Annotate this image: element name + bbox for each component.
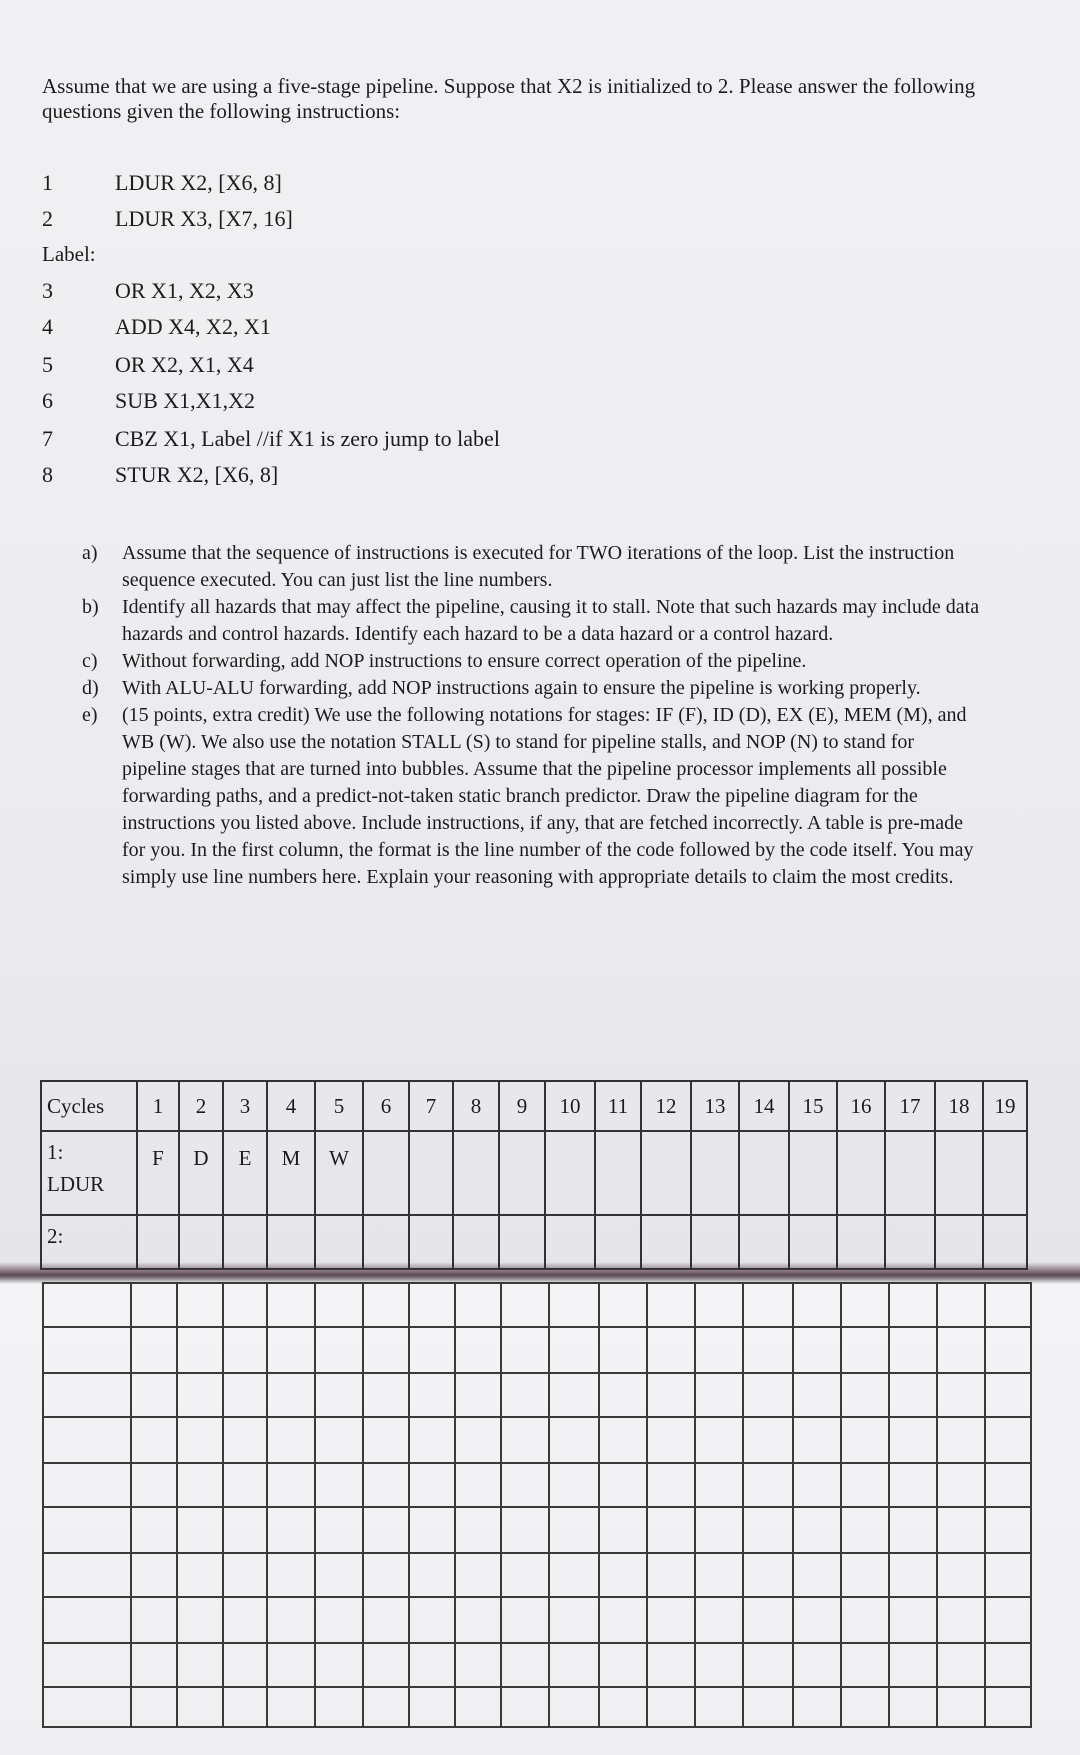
stage-cell[interactable] <box>595 1215 641 1269</box>
blank-grid-cell[interactable] <box>841 1643 889 1687</box>
blank-grid-cell[interactable] <box>793 1687 841 1727</box>
blank-grid-cell[interactable] <box>647 1687 695 1727</box>
code-line-text: ADD X4, X2, X1 <box>115 314 271 339</box>
blank-grid-cell[interactable] <box>647 1597 695 1643</box>
blank-grid-cell[interactable] <box>743 1687 793 1727</box>
blank-grid-cell[interactable] <box>647 1373 695 1417</box>
stage-cell[interactable] <box>885 1131 935 1215</box>
blank-grid-cell[interactable] <box>177 1283 223 1327</box>
code-line-number: 6 <box>42 388 53 413</box>
question-text: (15 points, extra credit) We use the following notations for stages: IF (F), ID (D), EX (E), MEM (M), and WB (W). We also use the notation STALL (S) to stand for pipeline stalls, and NOP (N) to stand for pipeline stages that are turned into bubbles. Assume that the pipeline processor implements all possible forwarding paths, and a predict-not-taken static branch predictor. Draw the pipeline diagram for the instructions you listed above. Include instructions, if any, that are fetched incorrectly. A table is pre-made for you. In the first column, the format is the line number of the code followed by the code itself. You may simply use line numbers here. Explain your reasoning with appropriate details to claim the most credits. <box>122 704 974 888</box>
stage-cell[interactable] <box>935 1215 983 1269</box>
question-letter: a) <box>82 542 98 564</box>
question-letter: e) <box>82 704 98 726</box>
blank-grid-cell[interactable] <box>841 1417 889 1463</box>
blank-grid-cell[interactable] <box>315 1687 363 1727</box>
blank-grid-cell[interactable] <box>793 1283 841 1327</box>
blank-grid-cell[interactable] <box>131 1417 177 1463</box>
cycle-number: 10 <box>545 1081 595 1131</box>
blank-grid-cell[interactable] <box>889 1463 937 1507</box>
blank-grid-cell[interactable] <box>363 1417 409 1463</box>
blank-grid-cell[interactable] <box>315 1327 363 1373</box>
cycle-number: 15 <box>789 1081 837 1131</box>
pipeline-table-blank-grid <box>42 1282 1032 1728</box>
cycle-number: 14 <box>739 1081 789 1131</box>
blank-grid-cell[interactable] <box>647 1507 695 1553</box>
blank-grid-cell[interactable] <box>223 1417 267 1463</box>
blank-grid-cell[interactable] <box>223 1327 267 1373</box>
blank-grid-cell[interactable] <box>889 1687 937 1727</box>
cycle-number: 3 <box>223 1081 267 1131</box>
stage-cell[interactable] <box>545 1131 595 1215</box>
blank-grid-cell[interactable] <box>501 1373 549 1417</box>
stage-cell[interactable] <box>363 1215 409 1269</box>
blank-grid-cell[interactable] <box>223 1507 267 1553</box>
stage-cell[interactable] <box>641 1131 691 1215</box>
question-letter: d) <box>82 677 99 699</box>
blank-grid-cell[interactable] <box>743 1283 793 1327</box>
cycle-number: 12 <box>641 1081 691 1131</box>
question-item <box>82 594 982 648</box>
blank-grid-cell[interactable] <box>695 1687 743 1727</box>
stage-cell[interactable] <box>453 1215 499 1269</box>
blank-grid-cell[interactable] <box>177 1643 223 1687</box>
code-line-text: OR X1, X2, X3 <box>115 278 254 303</box>
stage-cell[interactable] <box>641 1215 691 1269</box>
blank-grid-cell[interactable] <box>455 1597 501 1643</box>
blank-grid-cell[interactable] <box>315 1643 363 1687</box>
stage-cell[interactable] <box>739 1215 789 1269</box>
stage-cell[interactable] <box>179 1215 223 1269</box>
stage-cell[interactable] <box>739 1131 789 1215</box>
blank-grid-cell[interactable] <box>131 1463 177 1507</box>
blank-grid-cell[interactable] <box>177 1417 223 1463</box>
blank-grid-cell[interactable] <box>43 1507 131 1553</box>
blank-grid-cell[interactable] <box>363 1463 409 1507</box>
blank-grid-cell[interactable] <box>743 1597 793 1643</box>
question-letter: b) <box>82 596 99 618</box>
blank-grid-cell[interactable] <box>501 1687 549 1727</box>
blank-grid-cell[interactable] <box>743 1417 793 1463</box>
stage-cell[interactable] <box>223 1215 267 1269</box>
blank-grid-cell[interactable] <box>363 1687 409 1727</box>
stage-cell[interactable] <box>595 1131 641 1215</box>
question-item <box>82 702 982 891</box>
blank-grid-cell[interactable] <box>937 1553 985 1597</box>
blank-grid-cell[interactable] <box>43 1373 131 1417</box>
code-line-text: STUR X2, [X6, 8] <box>115 462 279 487</box>
blank-grid-cell[interactable] <box>363 1327 409 1373</box>
blank-grid-cell[interactable] <box>793 1553 841 1597</box>
blank-grid-cell[interactable] <box>177 1327 223 1373</box>
blank-grid-cell[interactable] <box>363 1507 409 1553</box>
stage-cell[interactable] <box>691 1215 739 1269</box>
blank-grid-cell[interactable] <box>131 1597 177 1643</box>
blank-grid-cell[interactable] <box>647 1417 695 1463</box>
blank-grid-cell[interactable] <box>889 1553 937 1597</box>
question-item <box>82 648 982 675</box>
question-list <box>82 540 982 891</box>
intro-paragraph: Assume that we are using a five-stage pipeline. Suppose that X2 is initialized to 2. Please answer the following questions given the following instructions: <box>42 74 976 123</box>
blank-grid-cell[interactable] <box>743 1373 793 1417</box>
blank-grid-cell[interactable] <box>695 1597 743 1643</box>
blank-grid-cell[interactable] <box>455 1417 501 1463</box>
cycle-number: 1 <box>137 1081 179 1131</box>
blank-grid-cell[interactable] <box>841 1283 889 1327</box>
stage-cell[interactable]: F <box>137 1131 179 1215</box>
blank-grid-cell[interactable] <box>841 1687 889 1727</box>
cycle-number: 8 <box>453 1081 499 1131</box>
blank-grid-cell[interactable] <box>315 1597 363 1643</box>
blank-grid-cell[interactable] <box>647 1553 695 1597</box>
blank-grid-cell[interactable] <box>223 1687 267 1727</box>
blank-grid-cell[interactable] <box>985 1597 1031 1643</box>
blank-grid-cell[interactable] <box>937 1417 985 1463</box>
code-line-number: 1 <box>42 170 53 195</box>
code-line-text: LDUR X3, [X7, 16] <box>115 206 293 231</box>
blank-grid-cell[interactable] <box>501 1417 549 1463</box>
blank-grid-cell[interactable] <box>793 1327 841 1373</box>
blank-grid-cell[interactable] <box>223 1373 267 1417</box>
blank-grid-cell[interactable] <box>695 1283 743 1327</box>
blank-grid-cell[interactable] <box>743 1553 793 1597</box>
blank-grid-cell[interactable] <box>455 1463 501 1507</box>
blank-grid-cell[interactable] <box>695 1507 743 1553</box>
blank-grid-cell[interactable] <box>549 1327 599 1373</box>
stage-cell[interactable] <box>409 1131 453 1215</box>
cycle-number: 11 <box>595 1081 641 1131</box>
blank-grid-cell[interactable] <box>695 1553 743 1597</box>
code-line-text: LDUR X2, [X6, 8] <box>115 170 282 195</box>
blank-grid-cell[interactable] <box>599 1373 647 1417</box>
blank-grid-cell[interactable] <box>409 1553 455 1597</box>
blank-grid-cell[interactable] <box>599 1463 647 1507</box>
blank-grid-cell[interactable] <box>267 1283 315 1327</box>
instruction-cell[interactable]: 1: LDUR <box>41 1131 137 1215</box>
blank-grid-cell[interactable] <box>599 1643 647 1687</box>
code-line-text: OR X2, X1, X4 <box>115 352 254 377</box>
blank-grid-cell[interactable] <box>501 1597 549 1643</box>
blank-grid-cell[interactable] <box>409 1373 455 1417</box>
code-label: Label: <box>42 242 96 266</box>
blank-grid-cell[interactable] <box>409 1687 455 1727</box>
blank-grid-cell[interactable] <box>841 1463 889 1507</box>
blank-grid-cell[interactable] <box>455 1283 501 1327</box>
blank-grid-cell[interactable] <box>889 1643 937 1687</box>
blank-grid-cell[interactable] <box>889 1373 937 1417</box>
blank-grid-cell[interactable] <box>43 1643 131 1687</box>
question-letter: c) <box>82 650 98 672</box>
blank-grid-cell[interactable] <box>793 1373 841 1417</box>
stage-cell[interactable] <box>363 1131 409 1215</box>
stage-cell[interactable] <box>789 1131 837 1215</box>
blank-grid-cell[interactable] <box>985 1507 1031 1553</box>
blank-grid-cell[interactable] <box>223 1643 267 1687</box>
blank-grid-cell[interactable] <box>937 1283 985 1327</box>
blank-grid-cell[interactable] <box>793 1417 841 1463</box>
cycle-number: 6 <box>363 1081 409 1131</box>
blank-grid-cell[interactable] <box>599 1327 647 1373</box>
blank-grid-cell[interactable] <box>131 1373 177 1417</box>
cycle-number: 2 <box>179 1081 223 1131</box>
blank-grid-cell[interactable] <box>985 1373 1031 1417</box>
code-line-number: 8 <box>42 462 53 487</box>
blank-grid-cell[interactable] <box>647 1283 695 1327</box>
blank-grid-cell[interactable] <box>267 1327 315 1373</box>
code-line-number: 7 <box>42 426 53 451</box>
blank-grid-cell[interactable] <box>363 1597 409 1643</box>
blank-grid-cell[interactable] <box>267 1373 315 1417</box>
blank-grid-cell[interactable] <box>131 1553 177 1597</box>
blank-grid-cell[interactable] <box>793 1597 841 1643</box>
blank-grid-cell[interactable] <box>131 1643 177 1687</box>
blank-grid-cell[interactable] <box>223 1283 267 1327</box>
blank-grid-cell[interactable] <box>177 1373 223 1417</box>
stage-cell[interactable] <box>409 1215 453 1269</box>
blank-grid-cell[interactable] <box>647 1463 695 1507</box>
blank-grid-cell[interactable] <box>267 1463 315 1507</box>
stage-cell[interactable] <box>137 1215 179 1269</box>
blank-grid-cell[interactable] <box>409 1463 455 1507</box>
blank-grid-cell[interactable] <box>315 1553 363 1597</box>
blank-grid-cell[interactable] <box>549 1373 599 1417</box>
blank-grid-cell[interactable] <box>177 1687 223 1727</box>
blank-grid-cell[interactable] <box>501 1283 549 1327</box>
blank-grid-cell[interactable] <box>937 1507 985 1553</box>
blank-grid-cell[interactable] <box>549 1283 599 1327</box>
blank-grid-cell[interactable] <box>131 1687 177 1727</box>
blank-grid-cell[interactable] <box>267 1643 315 1687</box>
blank-grid-cell[interactable] <box>889 1327 937 1373</box>
blank-grid-cell[interactable] <box>695 1417 743 1463</box>
blank-grid-cell[interactable] <box>315 1417 363 1463</box>
stage-cell[interactable] <box>315 1215 363 1269</box>
blank-grid-cell[interactable] <box>501 1463 549 1507</box>
blank-grid-cell[interactable] <box>501 1553 549 1597</box>
blank-grid-cell[interactable] <box>267 1417 315 1463</box>
blank-grid-cell[interactable] <box>177 1507 223 1553</box>
blank-grid-cell[interactable] <box>409 1643 455 1687</box>
blank-grid-cell[interactable] <box>43 1327 131 1373</box>
stage-cell[interactable]: M <box>267 1131 315 1215</box>
blank-grid-cell[interactable] <box>937 1687 985 1727</box>
blank-grid-cell[interactable] <box>793 1463 841 1507</box>
blank-grid-cell[interactable] <box>985 1643 1031 1687</box>
blank-grid-cell[interactable] <box>501 1327 549 1373</box>
blank-grid-cell[interactable] <box>267 1507 315 1553</box>
blank-grid-cell[interactable] <box>455 1327 501 1373</box>
stage-cell[interactable]: E <box>223 1131 267 1215</box>
blank-grid-cell[interactable] <box>743 1327 793 1373</box>
code-line-number: 2 <box>42 206 53 231</box>
blank-grid-cell[interactable] <box>43 1283 131 1327</box>
blank-grid-cell[interactable] <box>743 1507 793 1553</box>
cycles-header: Cycles <box>41 1081 137 1131</box>
blank-grid-cell[interactable] <box>267 1597 315 1643</box>
cycle-number: 13 <box>691 1081 739 1131</box>
blank-grid-cell[interactable] <box>985 1553 1031 1597</box>
blank-grid-cell[interactable] <box>549 1553 599 1597</box>
blank-grid-cell[interactable] <box>841 1507 889 1553</box>
blank-grid-cell[interactable] <box>363 1373 409 1417</box>
cycle-number: 16 <box>837 1081 885 1131</box>
blank-grid-cell[interactable] <box>695 1327 743 1373</box>
blank-grid-cell[interactable] <box>599 1283 647 1327</box>
blank-grid-cell[interactable] <box>647 1643 695 1687</box>
blank-grid-cell[interactable] <box>43 1687 131 1727</box>
blank-grid-cell[interactable] <box>549 1463 599 1507</box>
blank-grid-cell[interactable] <box>889 1597 937 1643</box>
cycle-number: 4 <box>267 1081 315 1131</box>
instruction-cell[interactable]: 2: <box>41 1215 137 1269</box>
cycle-number: 7 <box>409 1081 453 1131</box>
blank-grid-cell[interactable] <box>131 1327 177 1373</box>
blank-grid-cell[interactable] <box>43 1463 131 1507</box>
stage-cell[interactable] <box>983 1215 1027 1269</box>
blank-grid-cell[interactable] <box>409 1507 455 1553</box>
blank-grid-cell[interactable] <box>501 1507 549 1553</box>
blank-grid-cell[interactable] <box>223 1553 267 1597</box>
blank-grid-cell[interactable] <box>549 1597 599 1643</box>
blank-grid-cell[interactable] <box>743 1463 793 1507</box>
question-item <box>82 540 982 594</box>
stage-cell[interactable] <box>499 1215 545 1269</box>
blank-grid-cell[interactable] <box>223 1597 267 1643</box>
stage-cell[interactable]: W <box>315 1131 363 1215</box>
pipeline-table <box>40 1080 1028 1270</box>
blank-grid-cell[interactable] <box>549 1507 599 1553</box>
blank-grid-cell[interactable] <box>549 1687 599 1727</box>
blank-grid-cell[interactable] <box>647 1327 695 1373</box>
blank-grid-cell[interactable] <box>841 1327 889 1373</box>
blank-grid-cell[interactable] <box>177 1597 223 1643</box>
blank-grid-cell[interactable] <box>315 1373 363 1417</box>
question-text: Assume that the sequence of instructions is executed for TWO iterations of the loop. List the instruction sequence executed. You can just list the line numbers. <box>122 542 955 591</box>
blank-grid-cell[interactable] <box>695 1463 743 1507</box>
blank-grid-cell[interactable] <box>743 1643 793 1687</box>
blank-grid-cell[interactable] <box>43 1597 131 1643</box>
code-line-number: 5 <box>42 352 53 377</box>
blank-grid-cell[interactable] <box>549 1417 599 1463</box>
blank-grid-cell[interactable] <box>43 1417 131 1463</box>
blank-grid-cell[interactable] <box>937 1373 985 1417</box>
blank-grid-cell[interactable] <box>267 1553 315 1597</box>
blank-grid-cell[interactable] <box>409 1597 455 1643</box>
blank-grid-cell[interactable] <box>177 1553 223 1597</box>
blank-grid-cell[interactable] <box>131 1507 177 1553</box>
blank-grid-cell[interactable] <box>455 1507 501 1553</box>
blank-grid-cell[interactable] <box>315 1463 363 1507</box>
blank-grid-cell[interactable] <box>937 1327 985 1373</box>
cycle-number: 19 <box>983 1081 1027 1131</box>
stage-cell[interactable] <box>545 1215 595 1269</box>
blank-grid-cell[interactable] <box>599 1507 647 1553</box>
question-text: With ALU-ALU forwarding, add NOP instructions again to ensure the pipeline is working properly. <box>122 677 921 699</box>
question-text: Without forwarding, add NOP instructions to ensure correct operation of the pipeline. <box>122 650 807 672</box>
blank-grid-cell[interactable] <box>409 1283 455 1327</box>
blank-grid-cell[interactable] <box>599 1687 647 1727</box>
blank-grid-cell[interactable] <box>409 1327 455 1373</box>
cycle-number: 5 <box>315 1081 363 1131</box>
blank-grid-cell[interactable] <box>793 1507 841 1553</box>
code-line-text: CBZ X1, Label //if X1 is zero jump to label <box>115 426 500 451</box>
blank-grid-cell[interactable] <box>315 1283 363 1327</box>
cycle-number: 17 <box>885 1081 935 1131</box>
cycle-number: 9 <box>499 1081 545 1131</box>
question-item <box>82 675 982 702</box>
blank-grid-cell[interactable] <box>599 1553 647 1597</box>
blank-grid-cell[interactable] <box>223 1463 267 1507</box>
blank-grid-cell[interactable] <box>455 1687 501 1727</box>
blank-grid-cell[interactable] <box>793 1643 841 1687</box>
code-line-number: 3 <box>42 278 53 303</box>
stage-cell[interactable] <box>935 1131 983 1215</box>
blank-grid-cell[interactable] <box>599 1417 647 1463</box>
blank-grid-cell[interactable] <box>549 1643 599 1687</box>
cycle-number: 18 <box>935 1081 983 1131</box>
blank-grid-cell[interactable] <box>695 1373 743 1417</box>
stage-cell[interactable] <box>837 1215 885 1269</box>
blank-grid-cell[interactable] <box>363 1283 409 1327</box>
blank-grid-cell[interactable] <box>315 1507 363 1553</box>
blank-grid-cell[interactable] <box>841 1373 889 1417</box>
blank-grid-cell[interactable] <box>889 1283 937 1327</box>
blank-grid-cell[interactable] <box>43 1553 131 1597</box>
blank-grid-cell[interactable] <box>501 1643 549 1687</box>
blank-grid-cell[interactable] <box>889 1507 937 1553</box>
stage-cell[interactable] <box>499 1131 545 1215</box>
stage-cell[interactable] <box>983 1131 1027 1215</box>
stage-cell[interactable] <box>885 1215 935 1269</box>
blank-grid-cell[interactable] <box>937 1463 985 1507</box>
blank-grid-cell[interactable] <box>455 1643 501 1687</box>
blank-grid-cell[interactable] <box>937 1643 985 1687</box>
code-line-number: 4 <box>42 314 53 339</box>
blank-grid-cell[interactable] <box>363 1643 409 1687</box>
code-line-text: SUB X1,X1,X2 <box>115 388 255 413</box>
blank-grid-cell[interactable] <box>695 1643 743 1687</box>
blank-grid-cell[interactable] <box>131 1283 177 1327</box>
blank-grid-cell[interactable] <box>455 1373 501 1417</box>
blank-grid-cell[interactable] <box>889 1417 937 1463</box>
stage-cell[interactable] <box>837 1131 885 1215</box>
blank-grid-cell[interactable] <box>363 1553 409 1597</box>
blank-grid-cell[interactable] <box>267 1687 315 1727</box>
stage-cell[interactable] <box>453 1131 499 1215</box>
blank-grid-cell[interactable] <box>985 1327 1031 1373</box>
blank-grid-cell[interactable] <box>985 1463 1031 1507</box>
blank-grid-cell[interactable] <box>455 1553 501 1597</box>
blank-grid-cell[interactable] <box>177 1463 223 1507</box>
blank-grid-cell[interactable] <box>985 1417 1031 1463</box>
blank-grid-cell[interactable] <box>599 1597 647 1643</box>
stage-cell[interactable] <box>267 1215 315 1269</box>
stage-cell[interactable]: D <box>179 1131 223 1215</box>
blank-grid-cell[interactable] <box>985 1687 1031 1727</box>
blank-grid-cell[interactable] <box>409 1417 455 1463</box>
blank-grid-cell[interactable] <box>937 1597 985 1643</box>
stage-cell[interactable] <box>789 1215 837 1269</box>
blank-grid-cell[interactable] <box>985 1283 1031 1327</box>
blank-grid-cell[interactable] <box>841 1553 889 1597</box>
question-text: Identify all hazards that may affect the pipeline, causing it to stall. Note that such hazards may include data hazards and control hazards. Identify each hazard to be a data hazard or a control hazard. <box>122 596 980 645</box>
stage-cell[interactable] <box>691 1131 739 1215</box>
blank-grid-cell[interactable] <box>841 1597 889 1643</box>
